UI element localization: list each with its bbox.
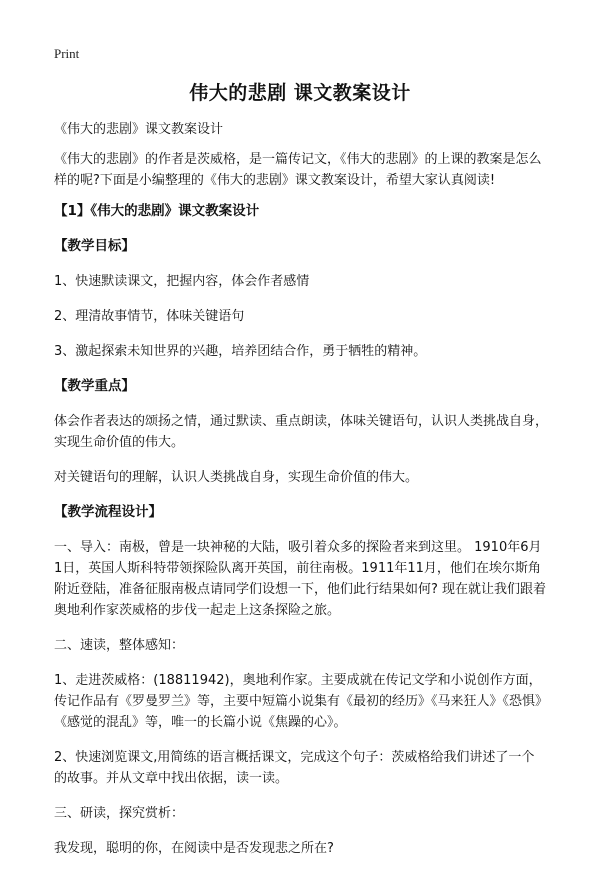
page-title: 伟大的悲剧 课文教案设计: [189, 82, 411, 104]
flow-heading: 【教学流程设计】: [54, 504, 162, 520]
goal-item: 2、理清故事情节，体味关键语句: [54, 309, 245, 324]
flow-paragraph: 2、快速浏览课文,用简练的语言概括课文，完成这个句子：茨威格给我们讲述了一个 的故事。并从文章中找出依据，读一读。: [54, 750, 535, 786]
goal-item: 1、快速默读课文，把握内容，体会作者感情: [54, 274, 310, 289]
focus-heading: 【教学重点】: [54, 378, 135, 394]
focus-paragraph: 体会作者表达的颂扬之情，通过默读、重点朗读，体味关键语句，认识人类挑战自身，实现生命价值的伟大。: [54, 414, 549, 450]
goals-heading: 【教学目标】: [54, 238, 135, 254]
section-title: 【1】《伟大的悲剧》课文教案设计: [54, 203, 260, 219]
print-link[interactable]: Print: [54, 46, 80, 61]
goal-item: 3、激起探索未知世界的兴趣，培养团结合作，勇于牺牲的精神。: [54, 344, 427, 359]
flow-paragraph: 1、走进茨威格：(18811942)，奥地利作家。主要成就在传记文学和小说创作方面，传记作品有《罗曼罗兰》等，主要中短篇小说集有《最初的经历》《马来狂人》《恐惧》《感觉的混乱》等，唯一的长篇小说《焦躁的心》。: [54, 673, 549, 730]
article-subtitle: 《伟大的悲剧》课文教案设计: [54, 122, 224, 137]
article-body: [54, 119, 548, 869]
flow-paragraph: 我发现，聪明的你，在阅读中是否发现悲之所在?: [54, 841, 334, 856]
flow-paragraph: 二、速读，整体感知：: [54, 638, 185, 653]
focus-paragraph: 对关键语句的理解，认识人类挑战自身，实现生命价值的伟大。: [54, 470, 419, 485]
flow-paragraph: 三、研读，探究赏析：: [54, 806, 185, 821]
flow-paragraph: 一、导入：南极，曾是一块神秘的大陆，吸引着众多的探险者来到这里。 1910年6月1日，英国人斯科特带领探险队离开英国，前往南极。1911年11月，他们在埃尔斯角附近登陆，准备征服南极点请同学们设想一下，他们此行结果如何? 现在就让我们跟着奥地利作家茨威格的步伐一起走上这条探险之旅。: [54, 540, 547, 618]
intro-paragraph: 《伟大的悲剧》的作者是茨威格，是一篇传记文，《伟大的悲剧》的上课的教案是怎么样的呢?下面是小编整理的《伟大的悲剧》课文教案设计，希望大家认真阅读!: [54, 152, 542, 188]
